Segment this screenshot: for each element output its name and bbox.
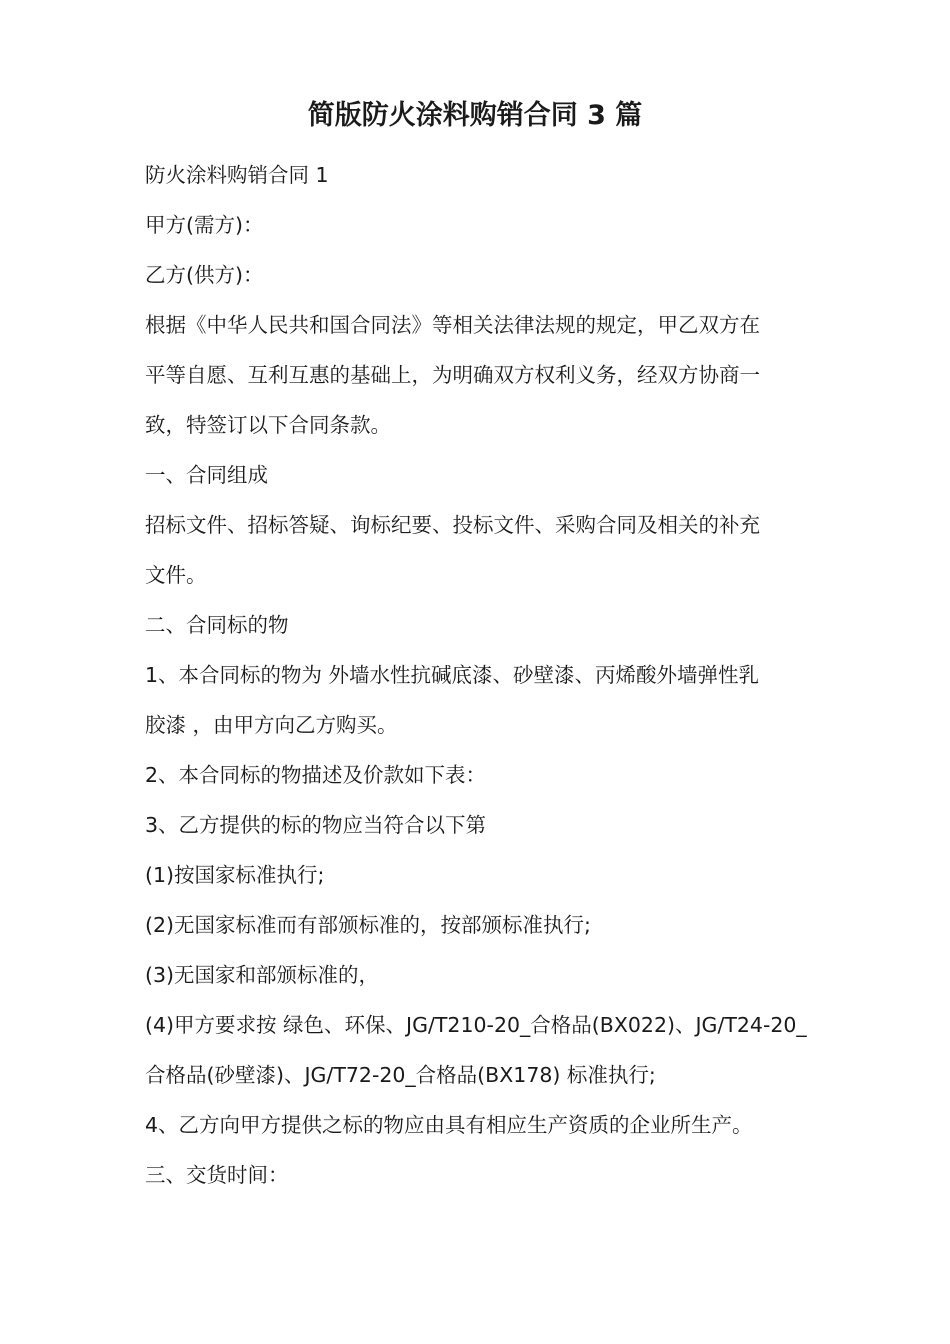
text-line: 致，特签订以下合同条款。 [145, 413, 391, 437]
text-line: 根据《中华人民共和国合同法》等相关法律法规的规定，甲乙双方在 [145, 313, 760, 337]
text-line: (2)无国家标准而有部颁标准的，按部颁标准执行; [145, 913, 591, 937]
text-line: 3、乙方提供的标的物应当符合以下第 [145, 813, 487, 837]
text-line: 平等自愿、互利互惠的基础上，为明确双方权利义务，经双方协商一 [145, 363, 760, 387]
text-line: (1)按国家标准执行; [145, 863, 325, 887]
text-line: 三、交货时间： [145, 1163, 289, 1187]
text-line: 文件。 [145, 563, 207, 587]
text-line: 一、合同组成 [145, 463, 268, 487]
text-line: 胶漆 ，由甲方向乙方购买。 [145, 713, 398, 737]
text-line: 1、本合同标的物为 外墙水性抗碱底漆、砂壁漆、丙烯酸外墙弹性乳 [145, 663, 760, 687]
text-line: (3)无国家和部颁标准的， [145, 963, 380, 987]
text-line: 4、乙方向甲方提供之标的物应由具有相应生产资质的企业所生产。 [145, 1113, 753, 1137]
text-line: 合格品(砂壁漆)、JG/T72-20_合格品(BX178) 标准执行; [145, 1063, 656, 1087]
text-line: 2、本合同标的物描述及价款如下表： [145, 763, 487, 787]
text-line: (4)甲方要求按 绿色、环保、JG/T210-20_合格品(BX022)、JG/T24-20_ [145, 1013, 807, 1037]
text-line: 招标文件、招标答疑、询标纪要、投标文件、采购合同及相关的补充 [145, 513, 760, 537]
document-body [145, 150, 825, 1200]
text-line: 乙方(供方)： [145, 263, 264, 287]
document-title: 简版防火涂料购销合同 3 篇 [307, 100, 643, 131]
text-line: 防火涂料购销合同 1 [145, 163, 329, 187]
text-line: 甲方(需方)： [145, 213, 264, 237]
text-line: 二、合同标的物 [145, 613, 289, 637]
